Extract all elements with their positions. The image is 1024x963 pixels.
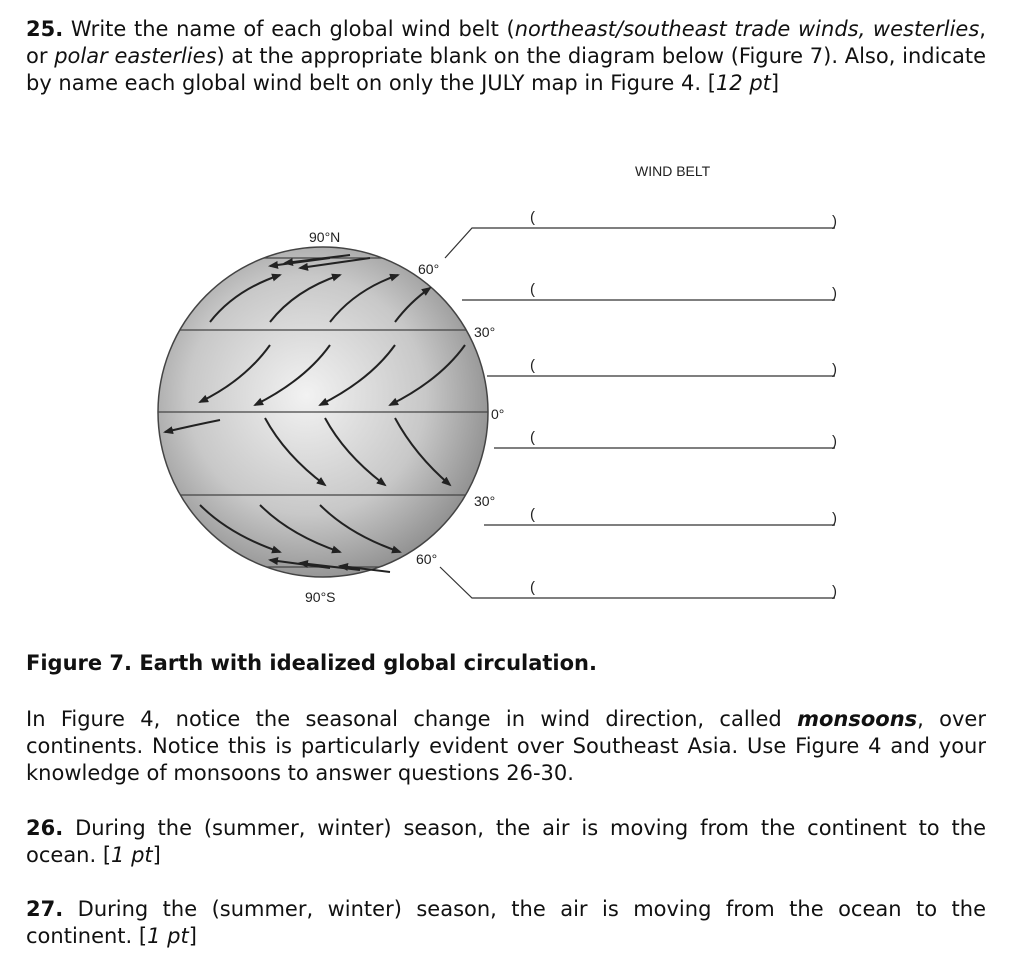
blank-2-open: ( bbox=[530, 281, 535, 298]
italic-term: northeast/southeast trade winds, westerlies bbox=[514, 17, 980, 41]
blank-5-open: ( bbox=[530, 506, 535, 523]
intro-text: In Figure 4, notice the seasonal change in wind direction, called bbox=[26, 707, 798, 731]
lat-label-60n: 60° bbox=[418, 261, 440, 277]
blank-1-open: ( bbox=[530, 209, 535, 226]
question-text: , or bbox=[26, 17, 986, 68]
figure-7 bbox=[0, 140, 1024, 640]
blank-2-close: ) bbox=[832, 285, 837, 302]
points: 12 pt bbox=[715, 71, 771, 95]
global-circulation-diagram bbox=[0, 140, 1024, 640]
blank-6-close: ) bbox=[832, 583, 837, 600]
lat-label-90n: 90°N bbox=[309, 229, 341, 245]
lat-label-60s: 60° bbox=[416, 551, 438, 567]
blank-4-close: ) bbox=[832, 433, 837, 450]
blank-4-open: ( bbox=[530, 429, 535, 446]
intro-text: , over continents. Notice this is particularly evident over Southeast Asia. Use Figure 4 and your knowledge of monsoons to answer questions 26-30. bbox=[26, 707, 986, 785]
monsoon-intro bbox=[26, 706, 986, 787]
question-25 bbox=[26, 16, 986, 97]
question-text: During the (summer, winter) season, the air is moving from the continent to the ocean. [ bbox=[26, 816, 986, 867]
question-text: ] bbox=[188, 924, 197, 948]
question-text: ] bbox=[152, 843, 161, 867]
figure-caption: Figure 7. Earth with idealized global circulation. bbox=[26, 651, 597, 675]
blank-6-open: ( bbox=[530, 579, 535, 596]
question-text: ) at the appropriate blank on the diagram below (Figure 7). Also, indicate by name each global wind belt on only the JULY map in Figure 4. [ bbox=[26, 44, 986, 95]
bold-term: monsoons bbox=[797, 707, 918, 731]
question-27 bbox=[26, 896, 986, 950]
question-text: During the (summer, winter) season, the air is moving from the ocean to the continent. [ bbox=[26, 897, 986, 948]
question-number: 27. bbox=[26, 897, 64, 921]
question-26 bbox=[26, 815, 986, 869]
lat-label-30s: 30° bbox=[474, 493, 496, 509]
italic-term: polar easterlies bbox=[54, 44, 217, 68]
lat-label-30n: 30° bbox=[474, 324, 496, 340]
points: 1 pt bbox=[111, 843, 153, 867]
blank-3-close: ) bbox=[832, 361, 837, 378]
question-text: ] bbox=[770, 71, 780, 95]
blank-5-close: ) bbox=[832, 510, 837, 527]
wind-belt-header: WIND BELT bbox=[635, 163, 711, 179]
lat-label-90s: 90°S bbox=[305, 589, 336, 605]
blank-3-open: ( bbox=[530, 357, 535, 374]
question-number: 26. bbox=[26, 816, 64, 840]
lat-label-0: 0° bbox=[491, 406, 505, 422]
blank-1-close: ) bbox=[832, 213, 837, 230]
points: 1 pt bbox=[147, 924, 189, 948]
answer-blanks bbox=[530, 209, 837, 600]
question-number: 25. bbox=[26, 17, 64, 41]
question-text: Write the name of each global wind belt ( bbox=[63, 17, 515, 41]
